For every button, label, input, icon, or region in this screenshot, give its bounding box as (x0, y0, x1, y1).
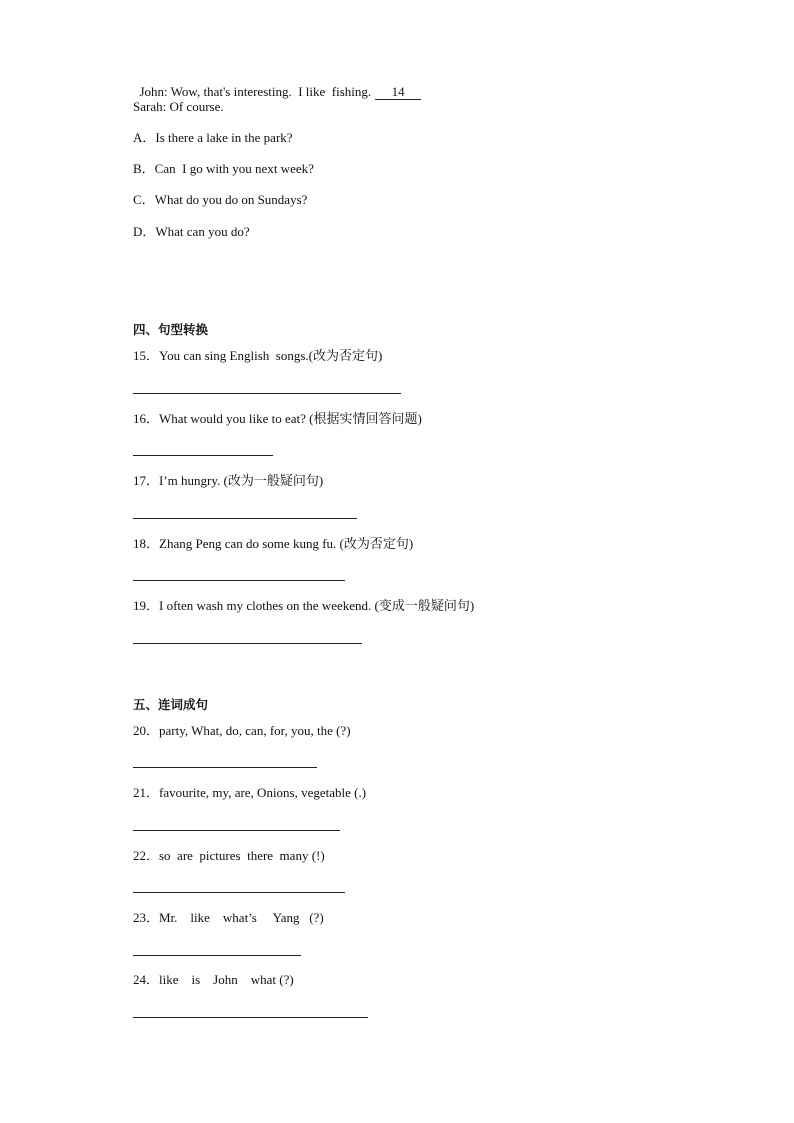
question-22: 22．so are pictures there many (!) (133, 848, 325, 863)
answer-line-16[interactable] (133, 455, 273, 456)
section-5-heading: 五、连词成句 (133, 697, 209, 712)
answer-line-17[interactable] (133, 518, 357, 519)
john-dialogue-line (133, 68, 421, 100)
option-c: C．What do you do on Sundays? (133, 192, 308, 207)
question-16: 16．What would you like to eat? (根据实情回答问题) (133, 411, 422, 426)
question-24: 24．like is John what (?) (133, 972, 294, 987)
answer-line-21[interactable] (133, 830, 340, 831)
answer-line-23[interactable] (133, 955, 301, 956)
question-20: 20．party, What, do, can, for, you, the (?) (133, 723, 351, 738)
question-15: 15．You can sing English songs.(改为否定句) (133, 348, 383, 363)
question-19: 19．I often wash my clothes on the weekend. (变成一般疑问句) (133, 598, 475, 613)
answer-line-22[interactable] (133, 892, 345, 893)
answer-line-15[interactable] (133, 393, 401, 394)
question-23: 23．Mr. like what’s Yang (?) (133, 910, 324, 925)
answer-line-20[interactable] (133, 767, 317, 768)
answer-blank-14[interactable]: 14 (375, 85, 421, 100)
option-d: D．What can you do? (133, 224, 250, 239)
sarah-dialogue-line: Sarah: Of course. (133, 99, 224, 114)
answer-line-24[interactable] (133, 1017, 368, 1018)
question-21: 21．favourite, my, are, Onions, vegetable (.) (133, 785, 367, 800)
question-18: 18．Zhang Peng can do some kung fu. (改为否定句) (133, 536, 414, 551)
option-a: A．Is there a lake in the park? (133, 130, 293, 145)
answer-line-18[interactable] (133, 580, 345, 581)
section-4-heading: 四、句型转换 (133, 322, 209, 337)
answer-line-19[interactable] (133, 643, 362, 644)
question-17: 17．I’m hungry. (改为一般疑问句) (133, 473, 324, 488)
option-b: B．Can I go with you next week? (133, 161, 314, 176)
john-dialogue-text: John: Wow, that's interesting. I like fishing. (139, 84, 372, 99)
